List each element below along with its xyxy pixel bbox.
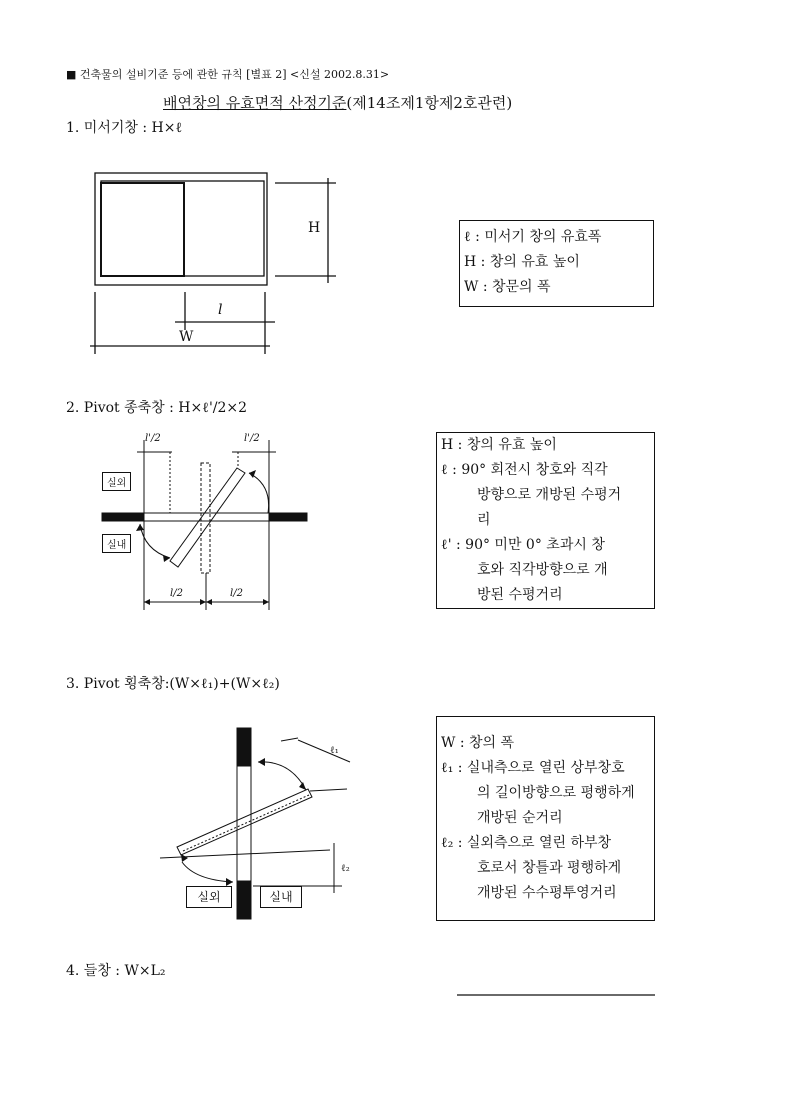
rotation-arc-bottom [140,524,170,558]
legend-line: ℓ : 미서기 창의 유효폭 [464,229,602,245]
section-3-legend [436,716,655,921]
legend-line: 개방된 수수평투영거리 [477,885,617,901]
legend-line: 리 [477,512,491,528]
outside-label: 실외 [102,472,131,491]
page-title [163,92,512,113]
section-3-heading: 3. Pivot 횡축창:(W×ℓ₁)+(W×ℓ₂) [66,676,280,692]
legend-line: 의 길이방향으로 평행하게 [477,785,635,801]
outside-label: 실외 [186,886,232,908]
legend-line: H : 창의 유효 높이 [464,254,580,270]
l2-label: ℓ₂ [341,863,350,874]
top-right-dimension-label: l'/2 [244,433,260,444]
legend-line: ℓ : 90° 회전시 창호와 직각 [441,462,608,478]
pivot-window-closed [201,463,210,573]
bottom-left-dimension-label: l/2 [170,588,183,599]
sliding-sash [101,183,184,276]
legend-line: 호와 직각방향으로 개 [477,562,608,578]
legend-line: ℓ₂ : 실외측으로 열린 하부창 [441,835,612,851]
legend-line: ℓ₁ : 실내측으로 열린 상부창호 [441,760,625,776]
wall-left [102,513,144,521]
legend-line: 방된 수평거리 [477,587,563,603]
section-1-heading: 1. 미서기창 : H×ℓ [66,120,183,136]
section-2-heading: 2. Pivot 종축창 : H×ℓ'/2×2 [66,400,248,416]
rotation-arc-upper [258,762,306,790]
square-bullet-icon: ■ [66,68,77,81]
window-frame-outer [95,173,267,285]
section-4-heading: 4. 들창 : W×L₂ [66,963,166,979]
height-label: H [308,220,321,236]
wall-top [237,728,251,766]
regulation-header [66,66,389,82]
legend-line: W : 창의 폭 [441,735,515,751]
legend-line: W : 창문의 폭 [464,279,551,295]
page-title-main: 배연창의 유효면적 산정기준 [163,94,347,112]
section-2-legend [436,432,655,609]
section-1-legend [459,220,654,307]
legend-line: 방향으로 개방된 수평거 [477,487,622,503]
legend-line: H : 창의 유효 높이 [441,437,557,453]
bottom-right-dimension-label: l/2 [230,588,243,599]
window-width-label: W [179,329,194,345]
wall-right [269,513,307,521]
legend-line: ℓ' : 90° 미만 0° 초과시 창 [441,537,605,553]
window-frame-inner [101,181,264,276]
wall-bottom [237,881,251,919]
legend-line: 개방된 순거리 [477,810,563,826]
width-effective-label: l [218,302,223,318]
horizontal-pivot-sash [177,789,312,855]
inside-label: 실내 [260,886,302,908]
page-title-reference: (제14조제1항제2호관련) [346,94,513,112]
l1-label: ℓ₁ [330,745,339,756]
inside-label: 실내 [102,534,131,553]
rotation-arc-lower [182,862,233,882]
top-left-dimension-label: l'/2 [145,433,161,444]
regulation-header-text: 건축물의 설비기준 등에 관한 규칙 [별표 2] <신설 2002.8.31> [79,68,390,81]
pivot-window-open [170,468,245,567]
rotation-arc-top [249,473,269,513]
legend-line: 호로서 창틀과 평행하게 [477,860,622,876]
